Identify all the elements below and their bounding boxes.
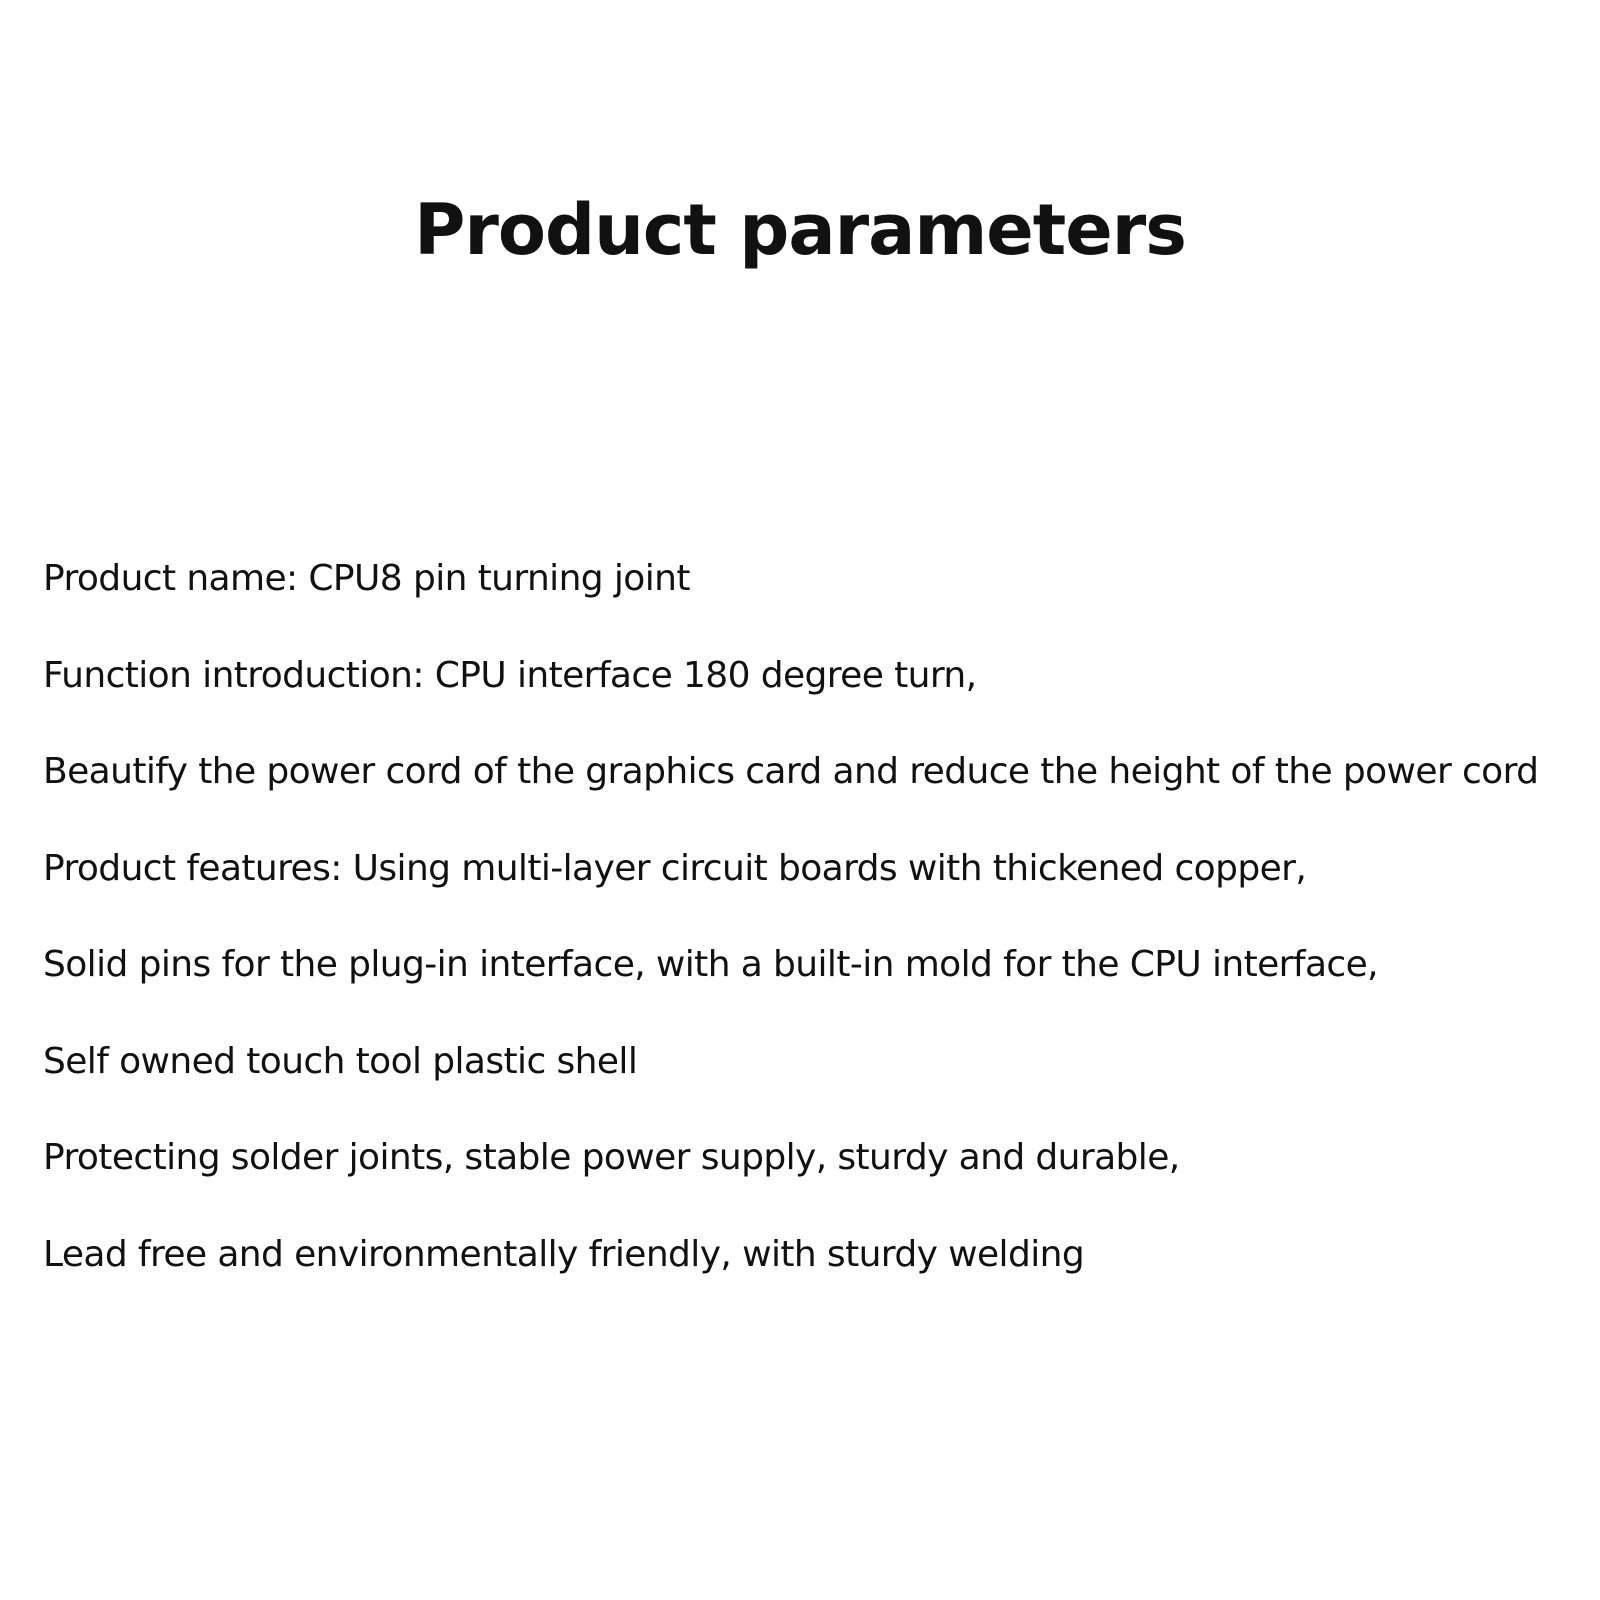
parameter-line-product-features: Product features: Using multi-layer circuit boards with thickened copper, [43,847,1307,889]
parameter-line-protecting-solder-joints: Protecting solder joints, stable power supply, sturdy and durable, [43,1137,1180,1178]
parameter-line-solid-pins: Solid pins for the plug-in interface, with a built-in mold for the CPU interface, [43,944,1378,985]
parameter-line-lead-free: Lead free and environmentally friendly, with sturdy welding [43,1233,1085,1275]
parameter-line-plastic-shell: Self owned touch tool plastic shell [43,1040,638,1082]
parameter-list [43,558,1583,1330]
parameter-line-beautify-power-cord: Beautify the power cord of the graphics card and reduce the height of the power cord [43,751,1539,792]
parameter-line-function-introduction: Function introduction: CPU interface 180 degree turn, [43,654,977,696]
page-title: Product parameters [414,189,1186,271]
parameter-line-product-name: Product name: CPU8 pin turning joint [43,558,690,599]
